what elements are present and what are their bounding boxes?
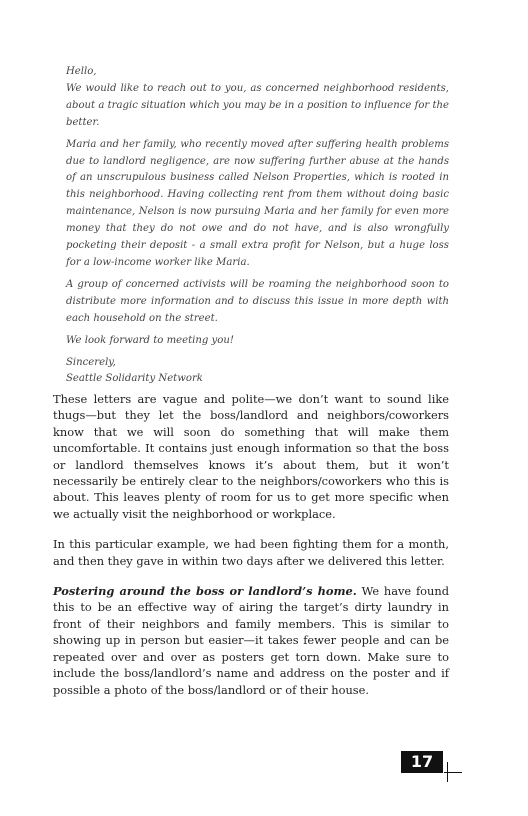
letter-paragraph-2: Maria and her family, who recently moved after suffering health problems due to landlord negligence, are now suffering further abuse at the hands of an unscrupulous business called Nelson Properties, which is rooted in this neighborhood. Having collecting rent from them without doing basic maintenance, Nelson is now pursuing Maria and her family for even more money that they do not owe and do not have, and is also wrongfully pocketing their deposit - a small extra profit for Nelson, but a huge loss for a low-income worker like Maria.: [66, 138, 449, 268]
body-paragraph-1: These letters are vague and polite—we don’t want to sound like thugs—but they let the boss/landlord and neighbors/coworkers know that we will soon do something that will make them uncomfortable. It contains just enough information so that the boss or landlord themselves knows it’s about them, but it won’t necessarily be entirely clear to the neighbors/coworkers who this is about. This leaves plenty of room for us to get more specific when we actually visit the neighborhood or workplace.: [53, 392, 449, 521]
body-paragraph-3: [53, 583, 449, 698]
letter-paragraph-4: We look forward to meeting you!: [66, 334, 234, 346]
letter-paragraph-3: A group of concerned activists will be roaming the neighborhood soon to distribute more information and to discuss this issue in more depth with each household on the street.: [66, 278, 449, 324]
body-paragraph-2: In this particular example, we had been fighting them for a month, and then they gave in within two days after we delivered this letter.: [53, 537, 449, 568]
letter-greeting: Hello,: [66, 66, 97, 77]
quoted-letter: [66, 64, 449, 388]
page-number: 17: [401, 751, 443, 773]
letter-closing: Sincerely,: [66, 356, 116, 368]
letter-paragraph-1: We would like to reach out to you, as concerned neighborhood residents, about a tragic situation which you may be in a position to influence for the better.: [66, 82, 449, 128]
body-text: [53, 391, 449, 712]
section-lead-heading: Postering around the boss or landlord’s home.: [53, 584, 357, 599]
body-paragraph-3-text: We have found this to be an effective way of airing the target’s dirty laundry in front of their neighbors and family members. This is similar to showing up in person but easier—it takes fewer people and can be repeated over and over as posters get torn down. Make sure to include the boss/landlord’s name and address on the poster and if possible a photo of the boss/landlord or of their house.: [53, 584, 449, 697]
crop-mark-vertical: [447, 762, 448, 782]
letter-signature: Seattle Solidarity Network: [66, 373, 203, 385]
